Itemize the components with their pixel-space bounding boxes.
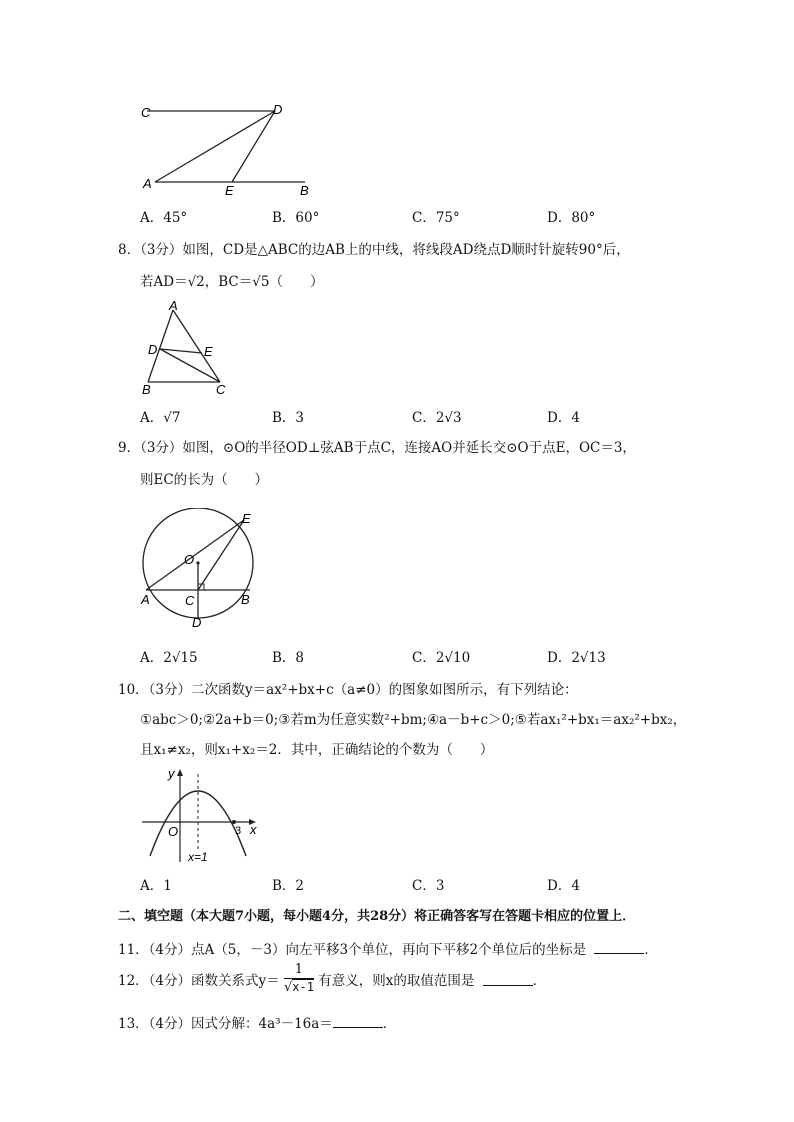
q12-line (118, 962, 546, 996)
q9-label-d: D (192, 615, 202, 630)
q8-label-b: B (142, 382, 151, 397)
q12-end: ． (532, 973, 547, 989)
q7-option-b: B．60° (272, 210, 320, 226)
q12-answer-blank[interactable] (483, 973, 533, 986)
q10-option-b: B．2 (272, 878, 305, 894)
q9-label-o: O (184, 552, 195, 567)
q9-option-c: C．2√10 (412, 650, 471, 666)
q7-label-d: D (273, 102, 283, 117)
q10-label-y: y (168, 766, 175, 781)
q13-text: 13．（4分）因式分解：4a³－16a＝ (118, 1016, 333, 1032)
q12-denominator: x-1 (292, 980, 314, 994)
q8-label-a: A (169, 298, 178, 313)
q13-answer-blank[interactable] (333, 1015, 383, 1028)
q8-figure (138, 298, 248, 400)
q7-option-c: C．75° (412, 210, 460, 226)
q10-label-x: x (250, 822, 257, 837)
q11-answer-blank[interactable] (594, 941, 644, 954)
q10-option-c: C．3 (412, 878, 445, 894)
section2-heading: 二、填空题（本大题7小题，每小题4分，共28分）将正确答客写在答题卡相应的位置上． (118, 909, 636, 924)
q11-line (118, 938, 658, 958)
q12-post: 有意义，则x的取值范围是 (318, 973, 475, 989)
q9-option-a: A．2√15 (140, 650, 198, 666)
q9-stem-line2: 则EC的长为（ ） (140, 472, 269, 488)
q8-label-e: E (204, 344, 213, 359)
q8-option-c: C．2√3 (412, 410, 462, 426)
q9-label-c: C (185, 593, 195, 608)
q9-label-e: E (242, 511, 251, 526)
q8-option-a: A．√7 (140, 410, 181, 426)
q8-option-b: B．3 (272, 410, 305, 426)
q10-stem-line3: 且x₁≠x₂，则x₁+x₂＝2．其中，正确结论的个数为（ ） (140, 742, 494, 758)
q8-option-d: D．4 (547, 410, 580, 426)
q10-figure (138, 764, 268, 864)
q7-figure (135, 98, 335, 200)
q10-label-axis: x=1 (188, 850, 208, 864)
q9-stem-line1: 9．（3分）如图，⊙O的半径OD⊥弦AB于点C，连接AO并延长交⊙O于点E，OC＝3， (118, 440, 636, 456)
q9-label-b: B (241, 592, 250, 607)
q7-label-a: A (143, 176, 152, 191)
q12-fraction: $\frac{1}{√x-1}$ (283, 962, 314, 995)
q12-pre: 12．（4分）函数关系式y＝ (118, 973, 280, 989)
q11-text: 11．（4分）点A（5，－3）向左平移3个单位，再向下平移2个单位后的坐标是 (118, 942, 587, 958)
q9-label-a: A (141, 592, 150, 607)
q10-option-d: D．4 (547, 878, 580, 894)
q13-end: ． (382, 1016, 397, 1032)
q7-label-c: C (141, 105, 151, 120)
q8-stem-line2: 若AD＝√2，BC＝√5（ ） (140, 274, 324, 290)
q8-label-c: C (216, 382, 226, 397)
q9-figure (136, 508, 261, 632)
q10-option-a: A．1 (140, 878, 172, 894)
q9-option-b: B．8 (272, 650, 305, 666)
q12-numerator: 1 (284, 962, 314, 979)
q7-label-e: E (225, 183, 234, 198)
q11-end: ． (644, 942, 658, 958)
q13-line (118, 1012, 396, 1032)
q10-stem-line1: 10．（3分）二次函数y＝ax²+bx+c（a≠0）的图象如图所示，有下列结论： (118, 682, 578, 698)
q7-option-d: D．80° (547, 210, 596, 226)
q10-label-3: 3 (235, 825, 242, 837)
q10-stem-line2: ①abc＞0;②2a+b＝0;③若m为任意实数²+bm;④a－b+c＞0;⑤若ax₁²+bx₁＝ax₂²+bx₂， (140, 712, 687, 728)
q8-stem-line1: 8．（3分）如图，CD是△ABC的边AB上的中线，将线段AD绕点D顺时针旋转90°后， (118, 242, 630, 258)
q7-option-a: A．45° (140, 210, 188, 226)
q10-label-o: O (168, 824, 179, 839)
q9-option-d: D．2√13 (547, 650, 606, 666)
q7-label-b: B (300, 183, 309, 198)
q8-label-d: D (148, 342, 158, 357)
